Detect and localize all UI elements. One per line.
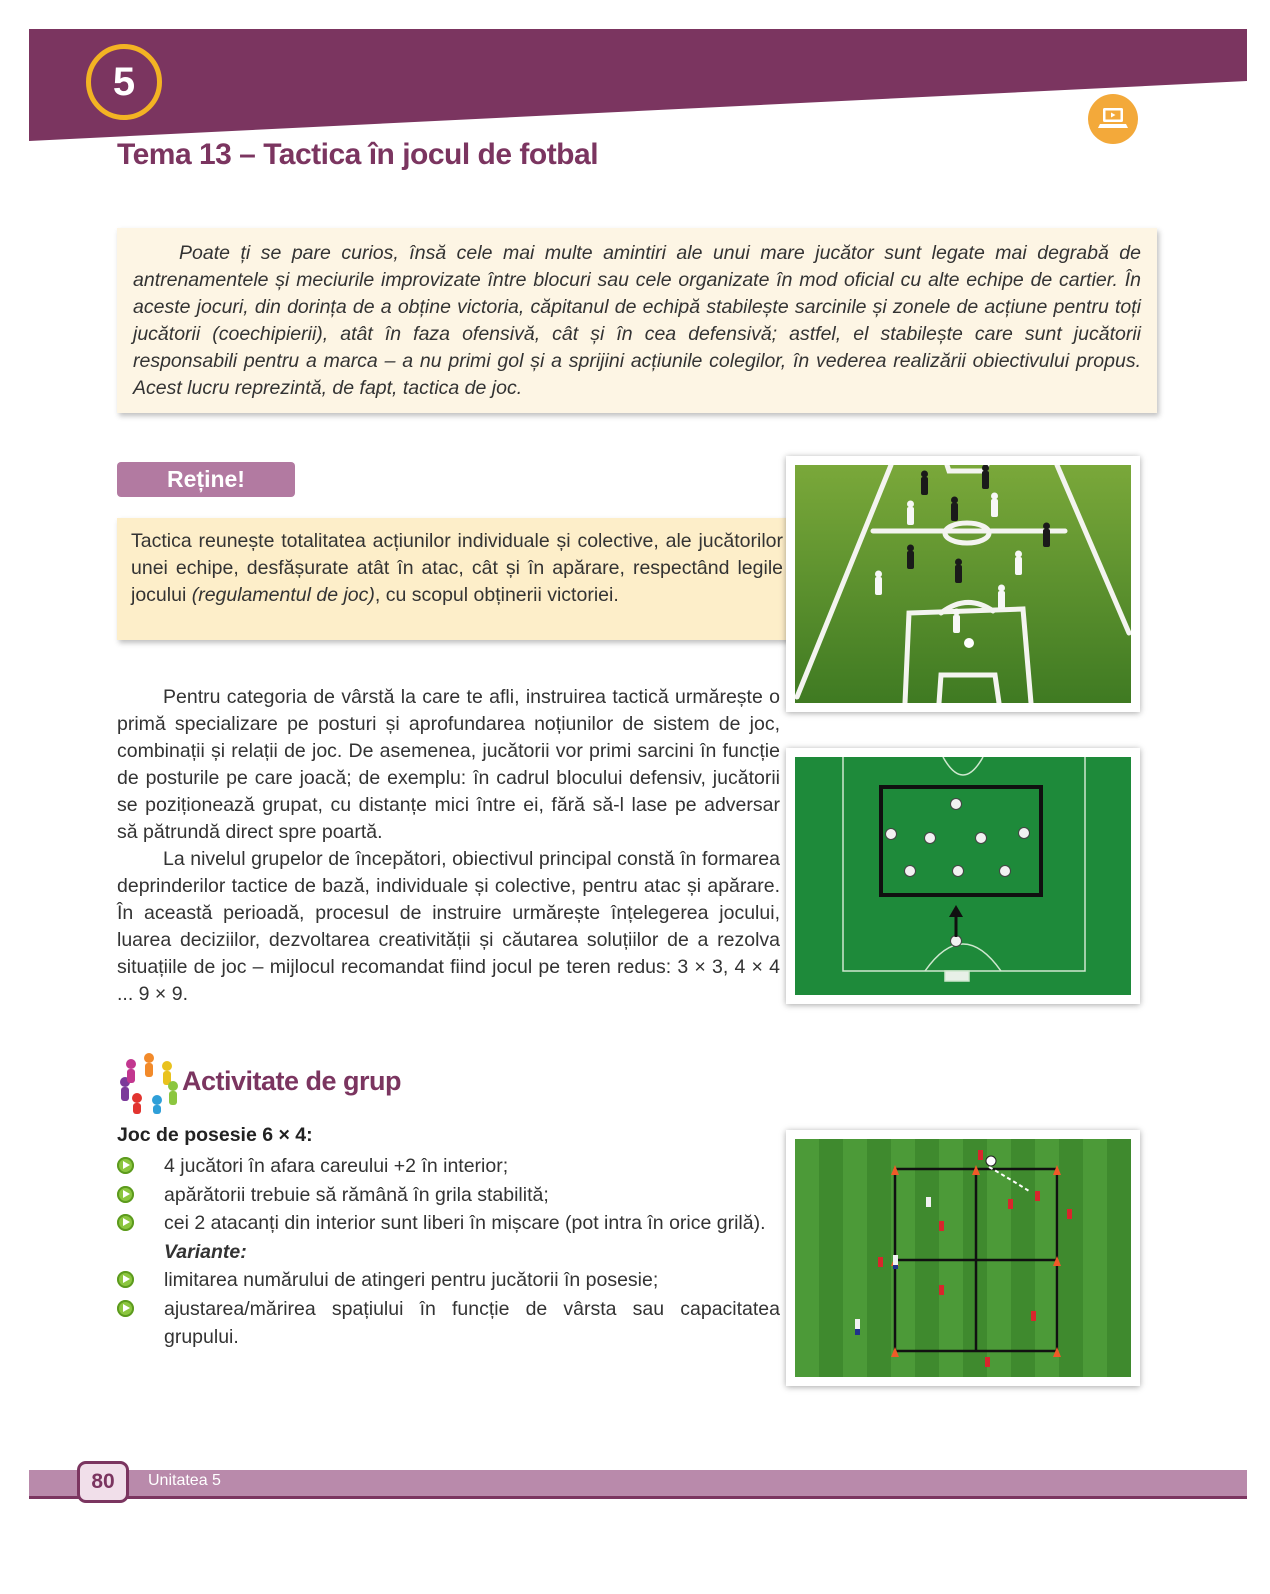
intro-box bbox=[117, 228, 1157, 413]
body-paragraph-1: Pentru categoria de vârstă la care te afli, instruirea tactică urmărește o primă specializare pe posturi și aprofundarea noțiunilor de sistem de joc, combinații și relații de joc. De asemenea, jucătorii vor primi sarcini în funcție de posturile pe care joacă; de exemplu: în cadrul blocului defensiv, jucătorii se poziționează grupat, cu distanțe mici între ei, fără să-l lase pe adversar să pătrundă direct spre poartă. bbox=[117, 686, 780, 843]
list-item: cei 2 atacanți din interior sunt liberi în mișcare (pot intra în orice grilă). bbox=[117, 1209, 780, 1238]
page-title: Tema 13 – Tactica în jocul de fotbal bbox=[117, 138, 599, 171]
list-item: ajustarea/mărirea spațiului în funcție de vârsta sau capacitatea grupului. bbox=[117, 1295, 780, 1352]
game-title: Joc de posesie 6 × 4: bbox=[117, 1124, 313, 1146]
list-item: limitarea numărului de atingeri pentru jucătorii în posesie; bbox=[117, 1266, 780, 1295]
retine-text-italic: (regulamentul de joc) bbox=[191, 584, 375, 606]
group-people-icon bbox=[117, 1050, 181, 1114]
header-band bbox=[29, 29, 1247, 141]
unit-number: 5 bbox=[112, 59, 136, 104]
footer-unit-label: Unitatea 5 bbox=[148, 1472, 221, 1489]
retine-text bbox=[131, 528, 783, 609]
footer-line bbox=[29, 1496, 1247, 1499]
defensive-block-diagram bbox=[786, 748, 1140, 1004]
variants-label: Variante: bbox=[164, 1240, 247, 1263]
activity-list bbox=[117, 1152, 780, 1352]
retine-text-after: , cu scopul obținerii victoriei. bbox=[374, 584, 619, 606]
page-number bbox=[77, 1461, 129, 1503]
unit-number-badge bbox=[86, 44, 162, 120]
list-item: apărătorii trebuie să rămână în grila stabilită; bbox=[117, 1181, 780, 1210]
retine-label bbox=[117, 462, 295, 497]
page-number-text: 80 bbox=[91, 1470, 115, 1493]
list-item: 4 jucători în afara careului +2 în interior; bbox=[117, 1152, 780, 1181]
retine-text-before: Tactica reunește totalitatea acțiunilor individuale și colective, ale jucătorilor unei echipe, desfășurate atât în atac, cât și în apărare, respectând legile jocului bbox=[131, 530, 783, 606]
grass-stripes bbox=[795, 1139, 1131, 1377]
body-paragraph-2: La nivelul grupelor de începători, obiectivul principal constă în formarea deprinderilor tactice de bază, individuale și colective, pentru atac și apărare. În această perioadă, procesul de instruire urmărește înțelegerea jocului, luarea deciziilor, dezvoltarea creativității și căutarea soluțiilor de a rezolva situațiile de joc – mijlocul recomandat fiind jocul pe teren redus: 3 × 3, 4 × 4 ... 9 × 9. bbox=[117, 848, 780, 1005]
retine-box bbox=[117, 518, 797, 640]
body-text bbox=[117, 684, 780, 1008]
activity-title: Activitate de grup bbox=[182, 1066, 402, 1096]
formation-photo bbox=[786, 456, 1140, 712]
retine-label-text: Reține! bbox=[167, 466, 245, 492]
intro-text: Poate ți se pare curios, însă cele mai multe amintiri ale unui mare jucător sunt legate mai degrabă de antrenamentele și meciurile improvizate între blocuri sau cele organizate în mod oficial cu alte echipe de cartier. În aceste jocuri, din dorința de a obține victoria, căpitanul de echipă stabilește sarcinile și zonele de acțiune pentru toți jucătorii (coechipierii), atât în faza ofensivă, cât și în cea defensivă; astfel, el stabilește care sunt jucătorii responsabili pentru a marca – a nu primi gol și a sprijini acțiunile colegilor, în vederea realizării obiectivului propus. Acest lucru reprezintă, de fapt, tactica de joc. bbox=[133, 242, 1141, 399]
possession-drill-diagram bbox=[786, 1130, 1140, 1386]
laptop-icon[interactable] bbox=[1088, 94, 1138, 144]
